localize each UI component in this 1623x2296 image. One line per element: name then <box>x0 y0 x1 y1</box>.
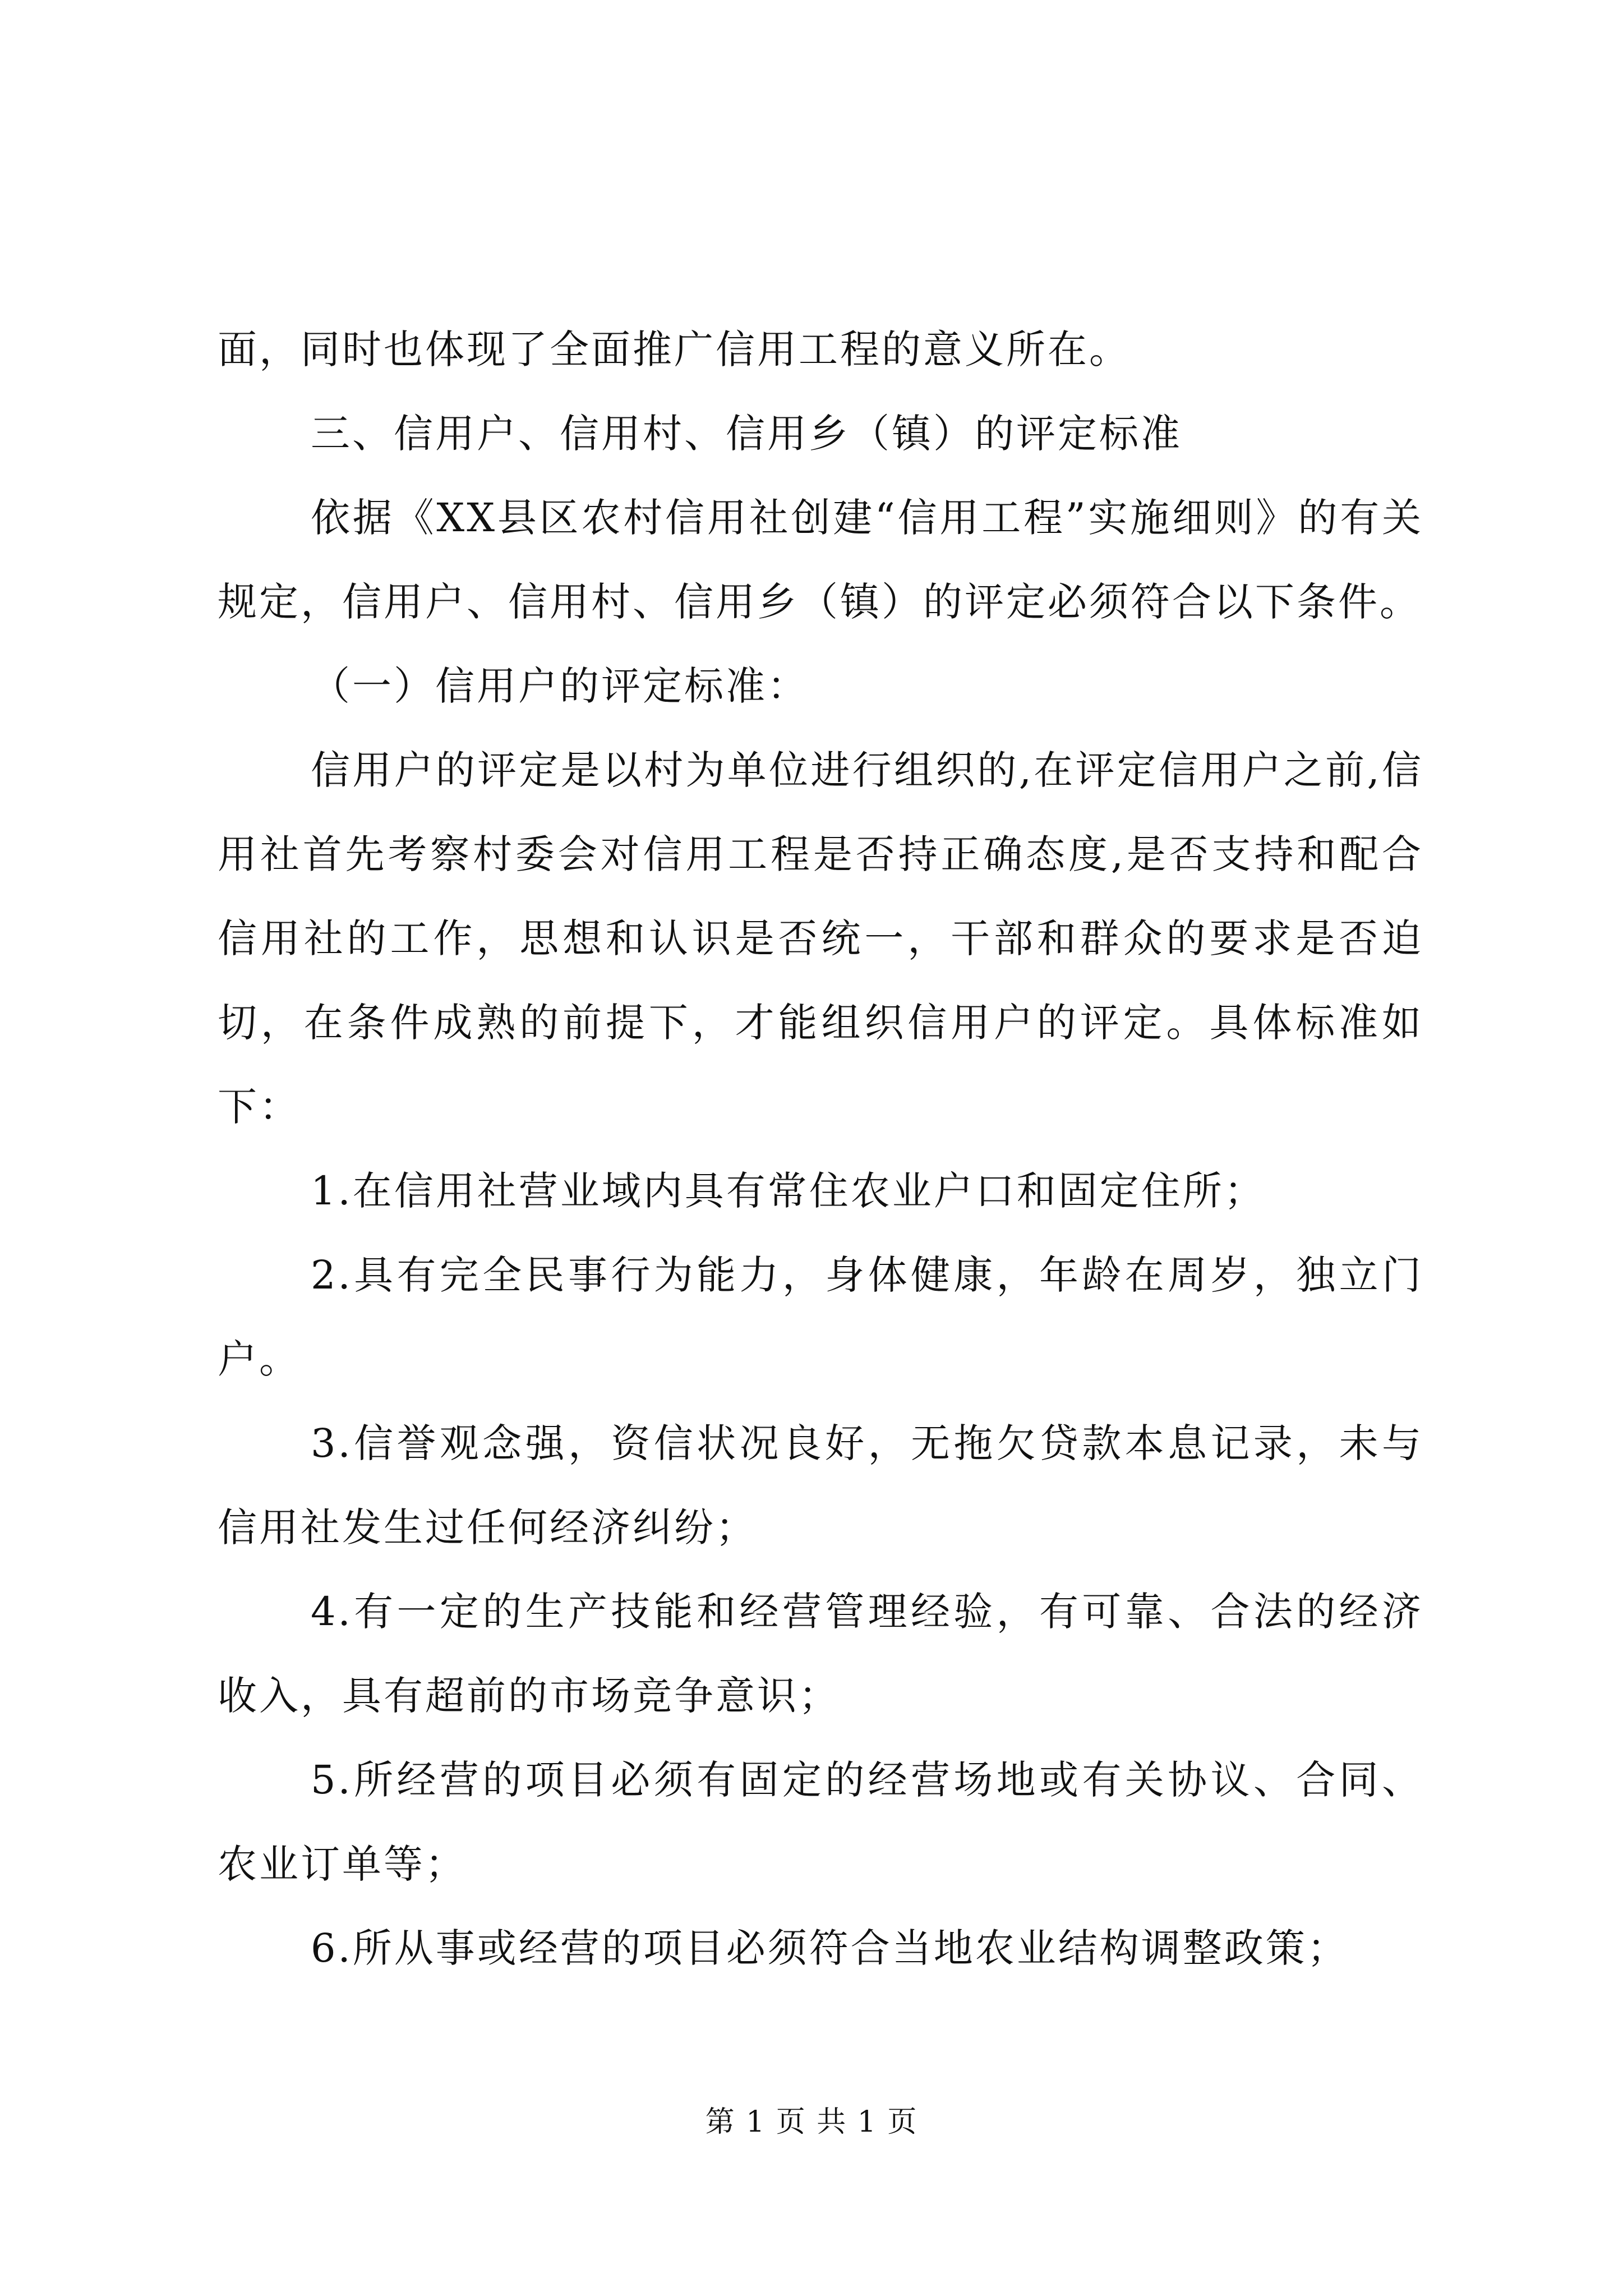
paragraph-continuation: 面，同时也体现了全面推广信用工程的意义所在。 <box>218 326 1131 372</box>
list-item-6: 6.所从事或经营的项目必须符合当地农业结构调整政策； <box>311 1925 1349 1971</box>
subsection-heading: （一）信用户的评定标准： <box>311 663 809 709</box>
list-item-5: 5.所经营的项目必须有固定的经营场地或有关协议、合同、农业订单等； <box>218 1757 1423 1887</box>
list-item-1: 1.在信用社营业域内具有常住农业户口和固定住所； <box>311 1168 1266 1214</box>
document-body <box>218 307 1423 1990</box>
list-item-4: 4.有一定的生产技能和经营管理经验，有可靠、合法的经济收入，具有超前的市场竞争意识； <box>218 1589 1423 1719</box>
page-footer <box>0 2102 1623 2142</box>
paragraph-basis: 依据《XX县区农村信用社创建“信用工程”实施细则》的有关规定，信用户、信用村、信用乡（镇）的评定必须符合以下条件。 <box>218 495 1423 625</box>
paragraph-evaluation-intro: 信用户的评定是以村为单位进行组织的,在评定信用户之前,信用社首先考察村委会对信用工程是否持正确态度,是否支持和配合信用社的工作，思想和认识是否统一，干部和群众的要求是否迫切，在条件成熟的前提下，才能组织信用户的评定。具体标准如下： <box>218 747 1423 1130</box>
section-heading: 三、信用户、信用村、信用乡（镇）的评定标准 <box>311 411 1182 457</box>
list-item-3: 3.信誉观念强，资信状况良好，无拖欠贷款本息记录，未与信用社发生过任何经济纠纷； <box>218 1420 1423 1550</box>
page-number-label: 第 1 页 共 1 页 <box>705 2105 918 2139</box>
list-item-2: 2.具有完全民事行为能力，身体健康，年龄在周岁，独立门户。 <box>218 1252 1423 1382</box>
